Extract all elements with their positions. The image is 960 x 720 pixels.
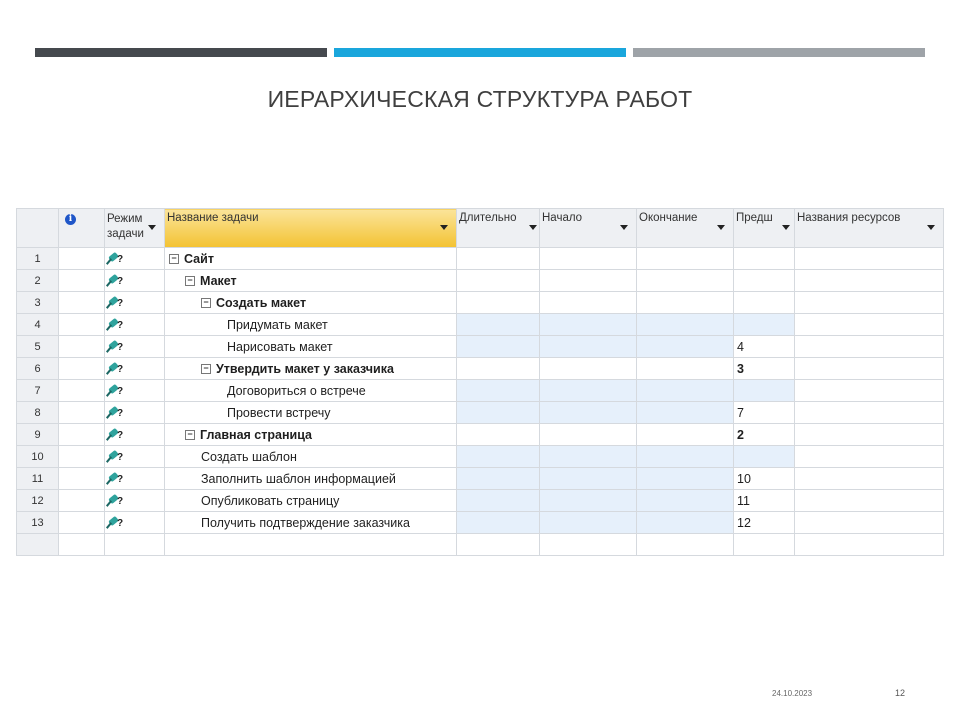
table-row[interactable] xyxy=(17,424,944,446)
table-header-row xyxy=(17,209,944,248)
duration-cell[interactable] xyxy=(457,380,540,402)
resources-cell[interactable] xyxy=(795,270,944,292)
slide-title: ИЕРАРХИЧЕСКАЯ СТРУКТУРА РАБОТ xyxy=(267,86,693,112)
resources-cell[interactable] xyxy=(795,314,944,336)
duration-cell[interactable] xyxy=(457,292,540,314)
table-row[interactable] xyxy=(17,490,944,512)
table-row[interactable] xyxy=(17,336,944,358)
task-name-cell[interactable] xyxy=(165,314,457,336)
mode-column-header[interactable]: Режим задачи xyxy=(105,209,165,248)
start-cell[interactable] xyxy=(540,446,637,468)
empty-cell[interactable] xyxy=(637,534,734,556)
task-name-cell[interactable] xyxy=(165,380,457,402)
predecessors-column-header[interactable]: Предш xyxy=(734,209,795,248)
start-cell[interactable] xyxy=(540,314,637,336)
row-number[interactable]: 9 xyxy=(17,424,59,446)
task-mode-cell[interactable] xyxy=(105,336,165,358)
dropdown-arrow-icon[interactable] xyxy=(620,225,628,230)
predecessors-cell[interactable]: 2 xyxy=(734,424,795,446)
row-number[interactable] xyxy=(17,534,59,556)
table-row[interactable] xyxy=(17,270,944,292)
finish-cell[interactable] xyxy=(637,512,734,534)
task-mode-cell[interactable] xyxy=(105,314,165,336)
finish-cell[interactable] xyxy=(637,402,734,424)
resources-cell[interactable] xyxy=(795,380,944,402)
resources-cell[interactable] xyxy=(795,446,944,468)
row-number[interactable]: 13 xyxy=(17,512,59,534)
duration-cell[interactable] xyxy=(457,248,540,270)
dropdown-arrow-icon[interactable] xyxy=(440,225,448,230)
slide-date: 24.10.2023 xyxy=(772,689,813,698)
resources-cell[interactable] xyxy=(795,358,944,380)
empty-cell[interactable] xyxy=(795,534,944,556)
name-column-header[interactable]: Название задачи xyxy=(165,209,457,248)
duration-cell[interactable] xyxy=(457,270,540,292)
duration-column-header[interactable]: Длительно xyxy=(457,209,540,248)
info-icon: i xyxy=(65,214,76,225)
duration-cell[interactable] xyxy=(457,424,540,446)
row-number[interactable]: 6 xyxy=(17,358,59,380)
resources-cell[interactable] xyxy=(795,512,944,534)
finish-cell[interactable] xyxy=(637,424,734,446)
task-name-cell[interactable] xyxy=(165,468,457,490)
duration-cell[interactable] xyxy=(457,490,540,512)
manually-scheduled-pin-icon: ? xyxy=(107,449,125,465)
accent-bar-dark xyxy=(35,48,327,57)
start-cell[interactable] xyxy=(540,490,637,512)
predecessors-cell[interactable] xyxy=(734,380,795,402)
task-mode-cell[interactable] xyxy=(105,446,165,468)
finish-cell[interactable] xyxy=(637,446,734,468)
accent-bar-gray xyxy=(633,48,925,57)
empty-cell[interactable] xyxy=(59,534,105,556)
resources-cell[interactable] xyxy=(795,402,944,424)
dropdown-arrow-icon[interactable] xyxy=(717,225,725,230)
row-number[interactable]: 2 xyxy=(17,270,59,292)
indicator-cell[interactable] xyxy=(59,380,105,402)
manually-scheduled-pin-icon: ? xyxy=(107,471,125,487)
row-number[interactable]: 7 xyxy=(17,380,59,402)
indicator-cell[interactable] xyxy=(59,292,105,314)
task-name: Создать шаблон xyxy=(201,449,297,464)
finish-cell[interactable] xyxy=(637,358,734,380)
finish-cell[interactable] xyxy=(637,248,734,270)
predecessors-cell[interactable]: 4 xyxy=(734,336,795,358)
row-number[interactable]: 5 xyxy=(17,336,59,358)
accent-bar-blue xyxy=(334,48,626,57)
task-name-cell[interactable] xyxy=(165,512,457,534)
manually-scheduled-pin-icon: ? xyxy=(107,295,125,311)
manually-scheduled-pin-icon: ? xyxy=(107,493,125,509)
resources-cell[interactable] xyxy=(795,468,944,490)
task-name: Придумать макет xyxy=(227,317,328,332)
start-cell[interactable] xyxy=(540,402,637,424)
duration-cell[interactable] xyxy=(457,314,540,336)
task-name: Получить подтверждение заказчика xyxy=(201,515,410,530)
resources-cell[interactable] xyxy=(795,292,944,314)
indicator-cell[interactable] xyxy=(59,248,105,270)
empty-cell[interactable] xyxy=(105,534,165,556)
task-mode-cell[interactable] xyxy=(105,490,165,512)
task-name: Главная страница xyxy=(200,427,312,442)
collapse-icon[interactable]: − xyxy=(169,254,179,264)
manually-scheduled-pin-icon: ? xyxy=(107,383,125,399)
resources-cell[interactable] xyxy=(795,336,944,358)
duration-cell[interactable] xyxy=(457,358,540,380)
manually-scheduled-pin-icon: ? xyxy=(107,361,125,377)
predecessors-cell[interactable] xyxy=(734,270,795,292)
finish-cell[interactable] xyxy=(637,292,734,314)
finish-cell[interactable] xyxy=(637,336,734,358)
table-row[interactable] xyxy=(17,314,944,336)
collapse-icon[interactable]: − xyxy=(201,298,211,308)
indicator-cell[interactable] xyxy=(59,336,105,358)
row-number[interactable]: 8 xyxy=(17,402,59,424)
task-name: Договориться о встрече xyxy=(227,383,366,398)
empty-cell[interactable] xyxy=(457,534,540,556)
task-table xyxy=(16,208,943,548)
start-cell[interactable] xyxy=(540,336,637,358)
row-number[interactable]: 12 xyxy=(17,490,59,512)
task-name-cell[interactable] xyxy=(165,270,457,292)
task-mode-cell[interactable] xyxy=(105,380,165,402)
start-cell[interactable] xyxy=(540,424,637,446)
indicator-cell[interactable] xyxy=(59,314,105,336)
duration-cell[interactable] xyxy=(457,468,540,490)
empty-cell[interactable] xyxy=(734,534,795,556)
table-row-empty[interactable] xyxy=(17,534,944,556)
collapse-icon[interactable]: − xyxy=(185,276,195,286)
manually-scheduled-pin-icon: ? xyxy=(107,317,125,333)
manually-scheduled-pin-icon: ? xyxy=(107,339,125,355)
dropdown-arrow-icon[interactable] xyxy=(927,225,935,230)
select-all-corner[interactable] xyxy=(17,209,59,248)
indicator-cell[interactable] xyxy=(59,424,105,446)
task-mode-cell[interactable] xyxy=(105,468,165,490)
start-cell[interactable] xyxy=(540,248,637,270)
start-cell[interactable] xyxy=(540,380,637,402)
table-row[interactable] xyxy=(17,380,944,402)
finish-column-header[interactable]: Окончание xyxy=(637,209,734,248)
indicator-cell[interactable] xyxy=(59,358,105,380)
table-row[interactable] xyxy=(17,402,944,424)
task-name-cell[interactable] xyxy=(165,248,457,270)
task-mode-cell[interactable] xyxy=(105,292,165,314)
manually-scheduled-pin-icon: ? xyxy=(107,405,125,421)
indicator-cell[interactable] xyxy=(59,446,105,468)
indicator-cell[interactable] xyxy=(59,490,105,512)
task-name-cell[interactable] xyxy=(165,446,457,468)
manually-scheduled-pin-icon: ? xyxy=(107,251,125,267)
predecessors-cell[interactable]: 12 xyxy=(734,512,795,534)
start-cell[interactable] xyxy=(540,468,637,490)
start-column-header[interactable]: Начало xyxy=(540,209,637,248)
finish-cell[interactable] xyxy=(637,270,734,292)
task-name-cell[interactable] xyxy=(165,424,457,446)
table-row[interactable] xyxy=(17,358,944,380)
empty-cell[interactable] xyxy=(540,534,637,556)
predecessors-cell[interactable] xyxy=(734,292,795,314)
start-cell[interactable] xyxy=(540,270,637,292)
manually-scheduled-pin-icon: ? xyxy=(107,427,125,443)
task-name: Провести встречу xyxy=(227,405,331,420)
resources-column-header[interactable]: Названия ресурсов xyxy=(795,209,944,248)
task-mode-cell[interactable] xyxy=(105,358,165,380)
row-number[interactable]: 3 xyxy=(17,292,59,314)
finish-cell[interactable] xyxy=(637,314,734,336)
indicator-cell[interactable] xyxy=(59,468,105,490)
dropdown-arrow-icon[interactable] xyxy=(782,225,790,230)
table-row[interactable] xyxy=(17,468,944,490)
task-name: Макет xyxy=(200,273,237,288)
indicator-cell[interactable] xyxy=(59,512,105,534)
row-number[interactable]: 10 xyxy=(17,446,59,468)
duration-cell[interactable] xyxy=(457,402,540,424)
indicator-cell[interactable] xyxy=(59,402,105,424)
predecessors-cell[interactable]: 3 xyxy=(734,358,795,380)
table-row[interactable] xyxy=(17,446,944,468)
task-name-cell[interactable] xyxy=(165,490,457,512)
task-mode-cell[interactable] xyxy=(105,270,165,292)
predecessors-cell[interactable]: 11 xyxy=(734,490,795,512)
row-number[interactable]: 1 xyxy=(17,248,59,270)
resources-cell[interactable] xyxy=(795,248,944,270)
finish-cell[interactable] xyxy=(637,490,734,512)
task-mode-cell[interactable] xyxy=(105,512,165,534)
table-row[interactable] xyxy=(17,292,944,314)
start-cell[interactable] xyxy=(540,358,637,380)
collapse-icon[interactable]: − xyxy=(185,430,195,440)
manually-scheduled-pin-icon: ? xyxy=(107,273,125,289)
dropdown-arrow-icon[interactable] xyxy=(148,225,156,230)
manually-scheduled-pin-icon: ? xyxy=(107,515,125,531)
indicator-cell[interactable] xyxy=(59,270,105,292)
task-mode-cell[interactable] xyxy=(105,248,165,270)
duration-cell[interactable] xyxy=(457,446,540,468)
predecessors-cell[interactable] xyxy=(734,314,795,336)
task-name: Опубликовать страницу xyxy=(201,493,340,508)
table-row[interactable] xyxy=(17,248,944,270)
predecessors-cell[interactable]: 7 xyxy=(734,402,795,424)
task-mode-cell[interactable] xyxy=(105,424,165,446)
indicators-column-header[interactable] xyxy=(59,209,105,248)
resources-cell[interactable] xyxy=(795,490,944,512)
collapse-icon[interactable]: − xyxy=(201,364,211,374)
task-name-cell[interactable] xyxy=(165,358,457,380)
duration-cell[interactable] xyxy=(457,512,540,534)
task-name: Заполнить шаблон информацией xyxy=(201,471,396,486)
empty-cell[interactable] xyxy=(165,534,457,556)
task-name: Утвердить макет у заказчика xyxy=(216,361,394,376)
resources-cell[interactable] xyxy=(795,424,944,446)
predecessors-cell[interactable] xyxy=(734,248,795,270)
row-number[interactable]: 11 xyxy=(17,468,59,490)
predecessors-cell[interactable] xyxy=(734,446,795,468)
task-name-cell[interactable] xyxy=(165,336,457,358)
finish-cell[interactable] xyxy=(637,380,734,402)
task-name: Сайт xyxy=(184,251,214,266)
task-name-cell[interactable] xyxy=(165,292,457,314)
task-name-cell[interactable] xyxy=(165,402,457,424)
row-number[interactable]: 4 xyxy=(17,314,59,336)
start-cell[interactable] xyxy=(540,512,637,534)
dropdown-arrow-icon[interactable] xyxy=(529,225,537,230)
table-row[interactable] xyxy=(17,512,944,534)
finish-cell[interactable] xyxy=(637,468,734,490)
predecessors-cell[interactable]: 10 xyxy=(734,468,795,490)
start-cell[interactable] xyxy=(540,292,637,314)
task-name: Создать макет xyxy=(216,295,307,310)
duration-cell[interactable] xyxy=(457,336,540,358)
task-name: Нарисовать макет xyxy=(227,339,333,354)
task-mode-cell[interactable] xyxy=(105,402,165,424)
slide-page-number: 12 xyxy=(895,688,906,698)
